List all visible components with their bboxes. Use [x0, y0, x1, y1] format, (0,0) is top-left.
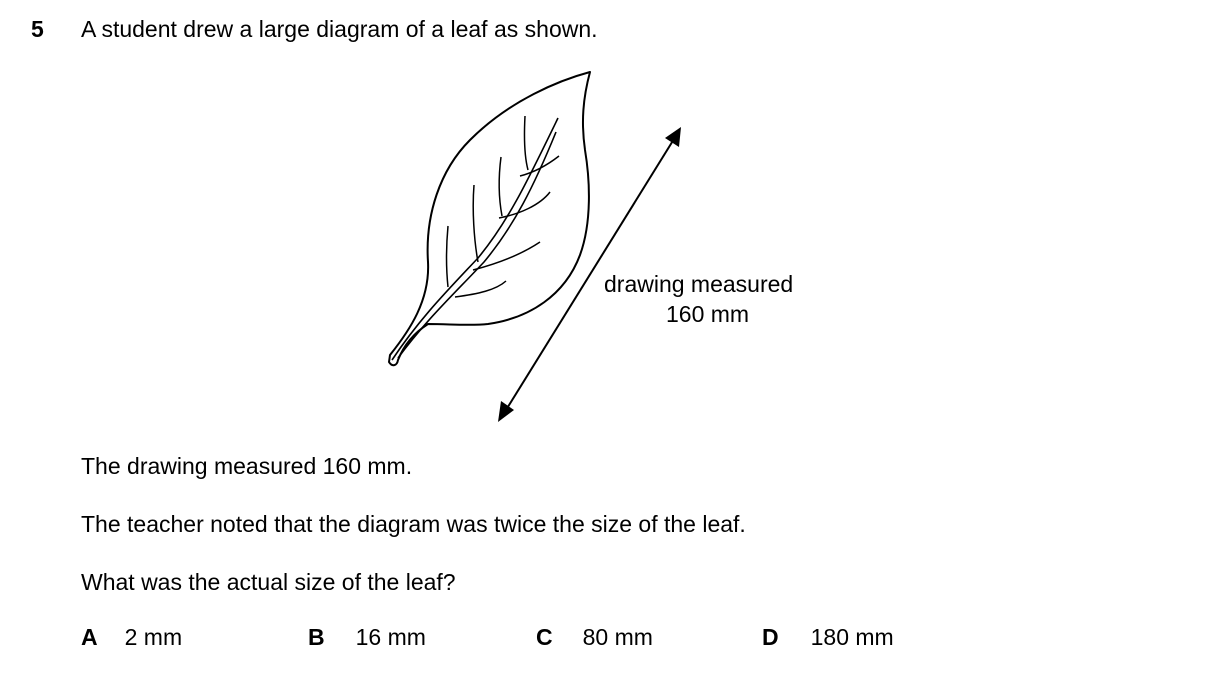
- option-letter: A: [81, 624, 98, 650]
- figure-label-line2: 160 mm: [666, 301, 750, 327]
- leaf-diagram: [370, 60, 840, 430]
- paragraph-teacher-note: The teacher noted that the diagram was twice the size of the leaf.: [81, 511, 746, 537]
- option-value: 80 mm: [582, 624, 653, 650]
- option-d[interactable]: [762, 624, 894, 651]
- option-value: 16 mm: [355, 624, 426, 650]
- option-letter: C: [536, 624, 553, 650]
- arrowhead-bottom: [498, 401, 514, 422]
- option-value: 180 mm: [810, 624, 894, 650]
- option-b[interactable]: [308, 624, 426, 651]
- option-letter: B: [308, 624, 325, 650]
- option-letter: D: [762, 624, 779, 650]
- paragraph-drawing-measurement: The drawing measured 160 mm.: [81, 453, 413, 479]
- question-stem: A student drew a large diagram of a leaf as shown.: [81, 16, 598, 42]
- paragraph-question: What was the actual size of the leaf?: [81, 569, 456, 595]
- leaf-outline: [389, 72, 590, 365]
- arrowhead-top: [665, 127, 681, 147]
- option-c[interactable]: [536, 624, 653, 651]
- option-value: 2 mm: [124, 624, 183, 650]
- option-a[interactable]: [81, 624, 182, 651]
- question-number: 5: [31, 16, 44, 42]
- figure-label-line1: drawing measured: [604, 271, 794, 297]
